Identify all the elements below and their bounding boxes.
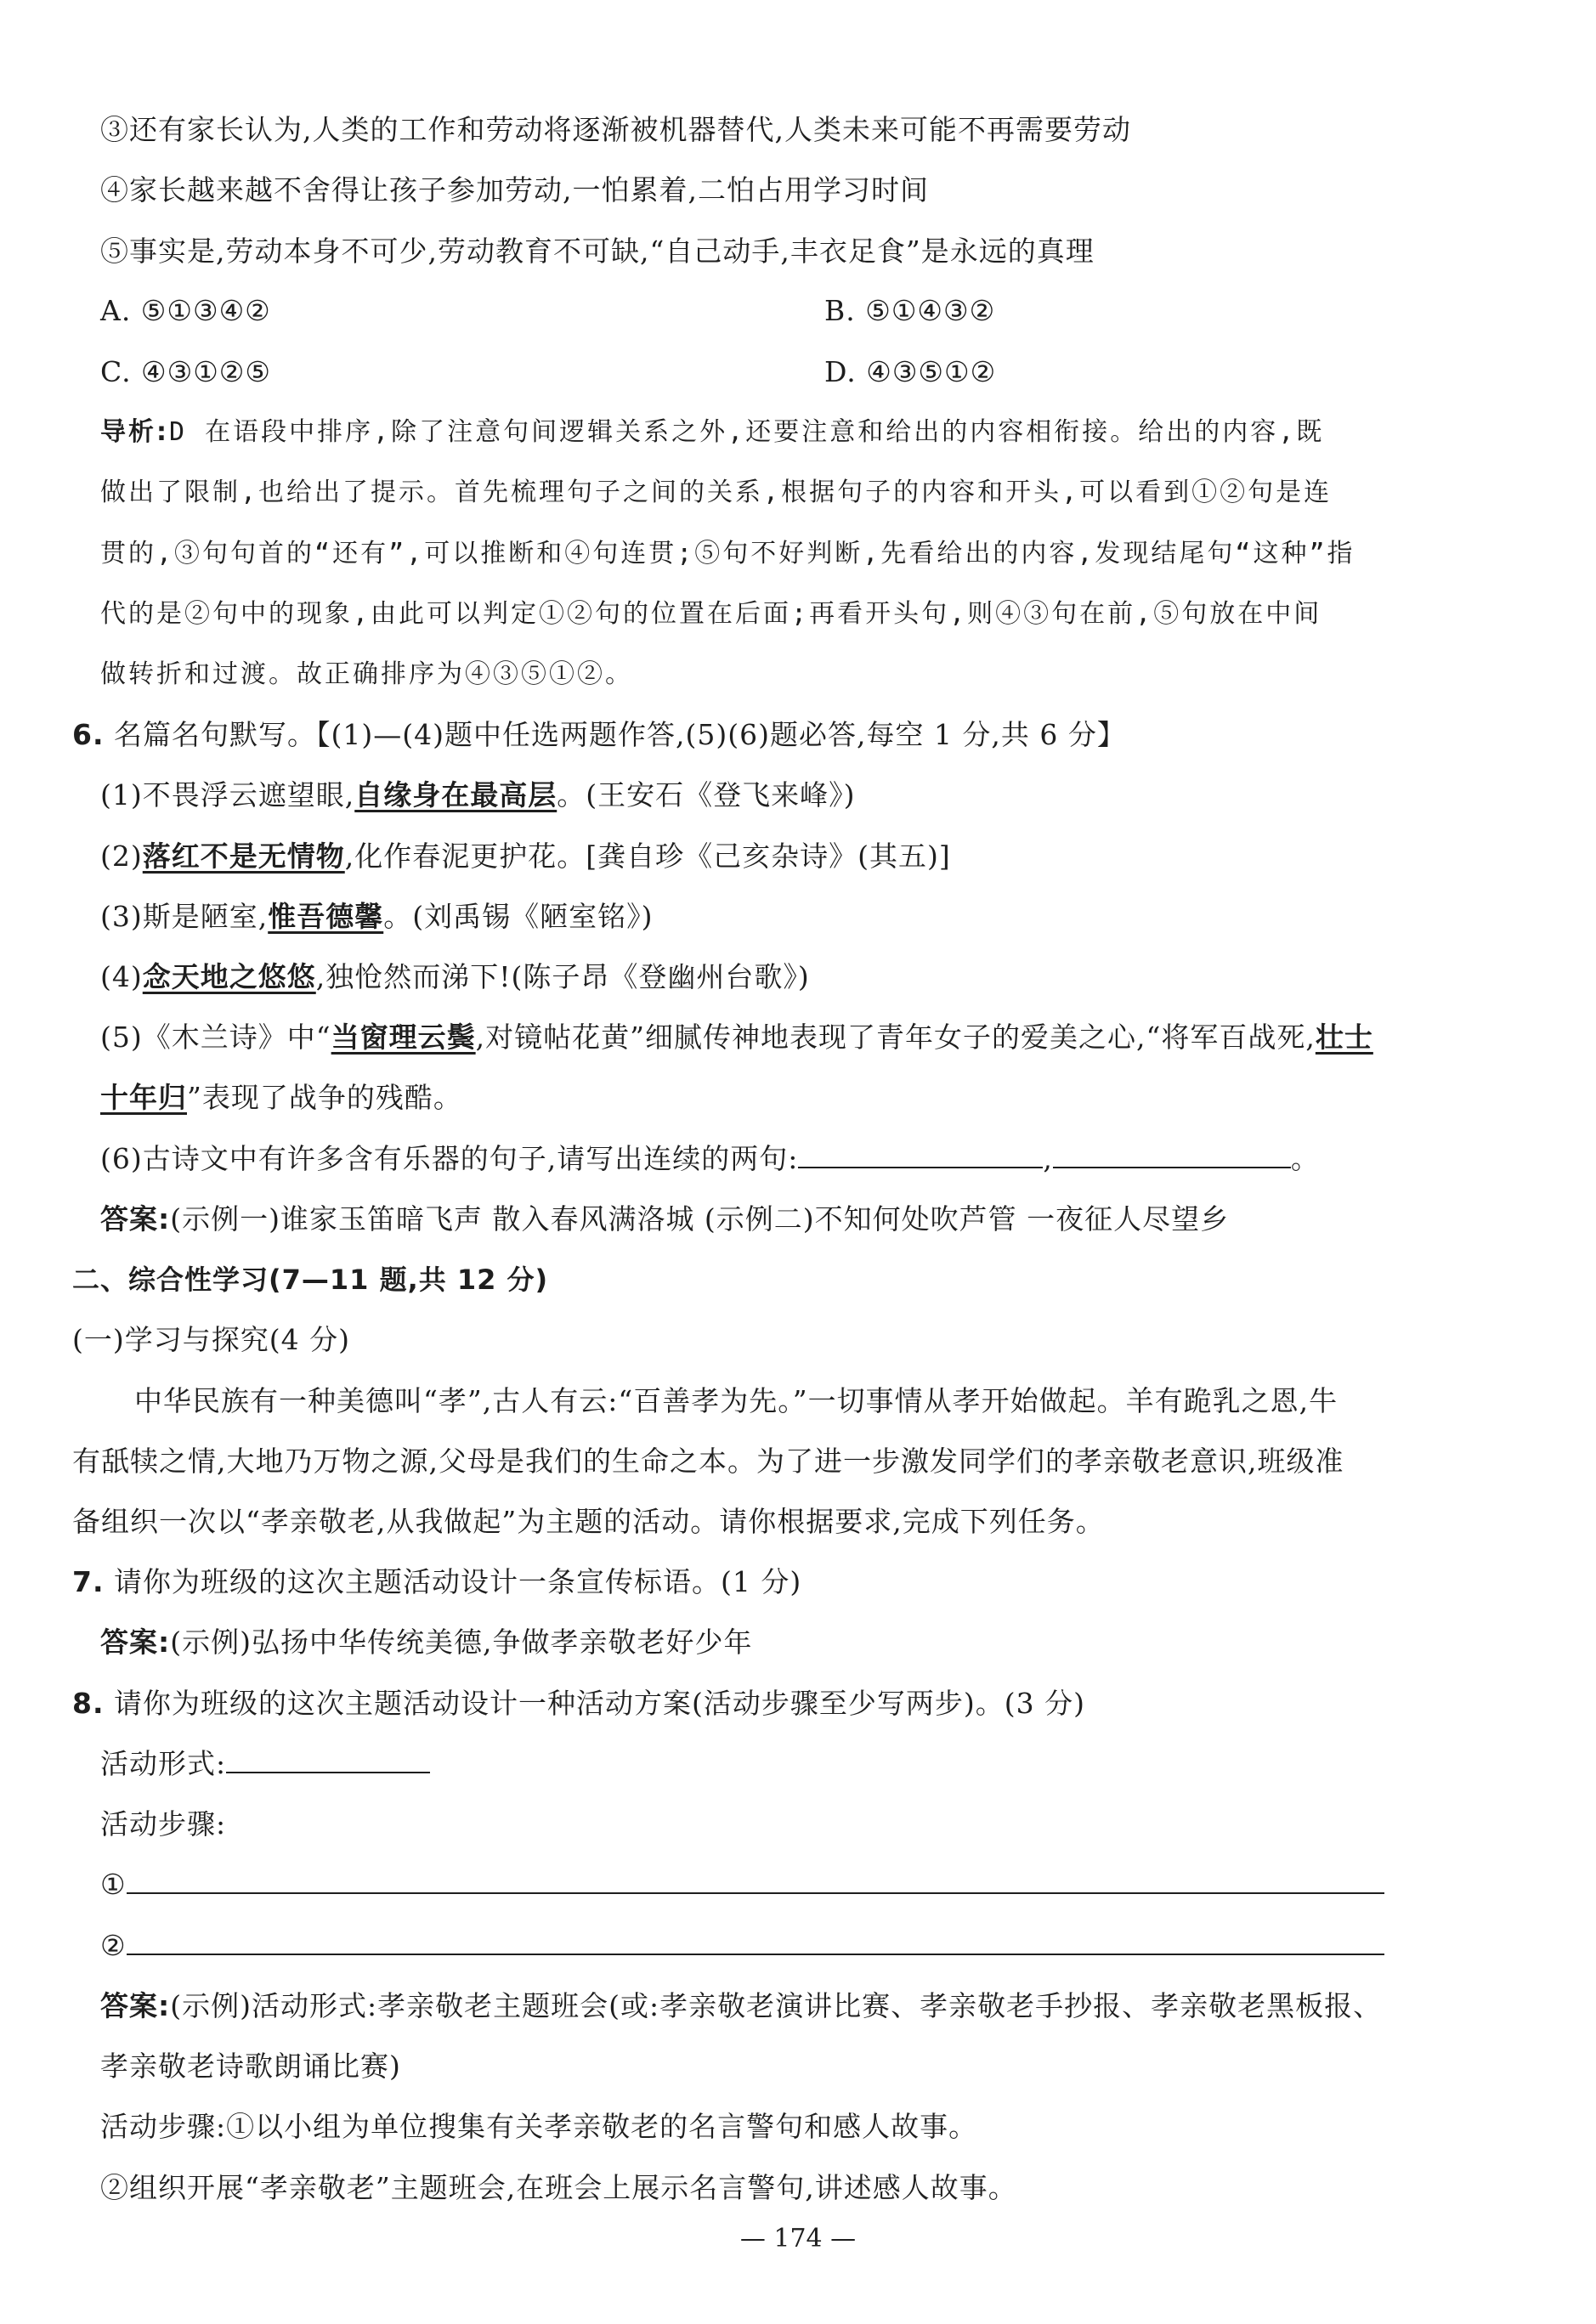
q6-sentence-4: (4)念天地之悠悠,独怆然而涕下!(陈子昂《登幽州台歌》): [100, 960, 810, 993]
q7-answer-line: 答案:(示例)弘扬中华传统美德,争做孝亲敬老好少年: [100, 1626, 753, 1659]
q6-answer-5b-part1: 壮士: [1315, 1021, 1373, 1054]
intro-item-5: ⑤事实是,劳动本身不可少,劳动教育不可缺,“自己动手,丰衣足食”是永远的真理: [100, 235, 1095, 268]
section-2-paragraph-line-2: 有舐犊之情,大地乃万物之源,父母是我们的生命之本。为了进一步激发同学们的孝亲敬老意识,班级准: [72, 1445, 1344, 1478]
answer-label: 答案:: [100, 1989, 171, 2022]
intro-item-3: ③还有家长认为,人类的工作和劳动将逐渐被机器替代,人类未来可能不再需要劳动: [100, 113, 1131, 146]
option-b: B. ⑤①④③②: [824, 294, 996, 327]
q6-answer-2: 落红不是无情物: [142, 840, 345, 873]
activity-steps-label: 活动步骤:: [100, 1807, 227, 1841]
q6-sentence-2: (2)落红不是无情物,化作春泥更护花。[龚自珍《己亥杂诗》(其五)]: [100, 840, 951, 873]
answer-blank-1[interactable]: [798, 1141, 1043, 1168]
question-number: 6.: [72, 718, 105, 751]
q6-answer-line: 答案:(示例一)谁家玉笛暗飞声 散入春风满洛城 (示例二)不知何处吹芦管 一夜征人尽望乡: [100, 1202, 1230, 1236]
activity-step-2-blank[interactable]: [127, 1928, 1384, 1955]
option-d: D. ④③⑤①②: [824, 355, 997, 388]
q6-sentence-6: (6)古诗文中有许多含有乐器的句子,请写出连续的两句: , 。: [100, 1142, 1320, 1175]
analysis-line-3: 贯的,③句句首的“还有”,可以推断和④句连贯;⑤句不好判断,先看给出的内容,发现结尾句“这种”指: [100, 539, 1355, 568]
section-2-title: 二、综合性学习(7—11 题,共 12 分): [72, 1264, 549, 1296]
analysis-line-5: 做转折和过渡。故正确排序为④③⑤①②。: [100, 659, 633, 689]
answer-blank-2[interactable]: [1053, 1141, 1291, 1168]
q8-answer-line-2: 孝亲敬老诗歌朗诵比赛): [100, 2050, 401, 2083]
answer-label: 答案:: [100, 1202, 171, 1236]
analysis-line-4: 代的是②句中的现象,由此可以判定①②句的位置在后面;再看开头句,则④③句在前,⑤句放在中间: [100, 599, 1322, 629]
option-c: C. ④③①②⑤: [100, 355, 271, 388]
page-number: — 174 —: [739, 2224, 857, 2253]
q6-sentence-5-line-2: 十年归”表现了战争的残酷。: [100, 1081, 462, 1114]
option-a: A. ⑤①③④②: [100, 294, 271, 327]
analysis-line-1: 导析:D 在语段中排序,除了注意句间逻辑关系之外,还要注意和给出的内容相衔接。给出的内容,既: [100, 417, 1325, 447]
question-6-title: 6. 名篇名句默写。【(1)—(4)题中任选两题作答,(5)(6)题必答,每空 1 分,共 6 分】: [72, 718, 1126, 751]
q6-answer-4: 念天地之悠悠: [142, 960, 316, 993]
q6-answer-3: 惟吾德馨: [268, 900, 384, 933]
answer-label: 答案:: [100, 1626, 171, 1659]
analysis-line-2: 做出了限制,也给出了提示。首先梳理句子之间的关系,根据句子的内容和开头,可以看到①②句是连: [100, 478, 1333, 507]
q6-sentence-1: (1)不畏浮云遮望眼,自缘身在最高层。(王安石《登飞来峰》): [100, 778, 856, 811]
analysis-label: 导析:: [100, 417, 169, 447]
section-2-subtitle: (一)学习与探究(4 分): [72, 1323, 350, 1356]
activity-form-blank[interactable]: [226, 1746, 430, 1773]
intro-item-4: ④家长越来越不舍得让孩子参加劳动,一怕累着,二怕占用学习时间: [100, 173, 929, 206]
question-number: 7.: [72, 1565, 105, 1598]
q6-answer-1: 自缘身在最高层: [354, 778, 557, 811]
option-row-1: [0, 281, 1596, 341]
activity-step-2-line: ②: [0, 1916, 1596, 1976]
q8-answer-line-3: 活动步骤:①以小组为单位搜集有关孝亲敬老的名言警句和感人故事。: [100, 2110, 978, 2143]
section-2-paragraph-line-3: 备组织一次以“孝亲敬老,从我做起”为主题的活动。请你根据要求,完成下列任务。: [72, 1505, 1105, 1538]
q6-sentence-5-line-1: (5)《木兰诗》中“当窗理云鬓,对镜帖花黄”细腻传神地表现了青年女子的爱美之心,“将军百战死,壮士: [100, 1021, 1373, 1054]
activity-form-line: 活动形式:: [0, 1734, 1596, 1794]
q6-answer-5b-part2: 十年归: [100, 1081, 187, 1114]
activity-step-1-blank[interactable]: [127, 1867, 1384, 1894]
q8-answer-line-1: 答案:(示例)活动形式:孝亲敬老主题班会(或:孝亲敬老演讲比赛、孝亲敬老手抄报、孝亲敬老黑板报、: [100, 1989, 1383, 2022]
activity-step-1-line: ①: [0, 1855, 1596, 1914]
section-2-paragraph-line-1: 中华民族有一种美德叫“孝”,古人有云:“百善孝为先。”一切事情从孝开始做起。羊有跪乳之恩,牛: [134, 1384, 1338, 1417]
option-row-2: [0, 342, 1596, 402]
question-7-title: 7. 请你为班级的这次主题活动设计一条宣传标语。(1 分): [72, 1565, 802, 1598]
question-8-title: 8. 请你为班级的这次主题活动设计一种活动方案(活动步骤至少写两步)。(3 分): [72, 1687, 1085, 1720]
q6-sentence-3: (3)斯是陋室,惟吾德馨。(刘禹锡《陋室铭》): [100, 900, 654, 933]
q8-answer-line-4: ②组织开展“孝亲敬老”主题班会,在班会上展示名言警句,讲述感人故事。: [100, 2171, 1017, 2204]
question-number: 8.: [72, 1687, 105, 1720]
q6-answer-5a: 当窗理云鬓: [331, 1021, 476, 1054]
